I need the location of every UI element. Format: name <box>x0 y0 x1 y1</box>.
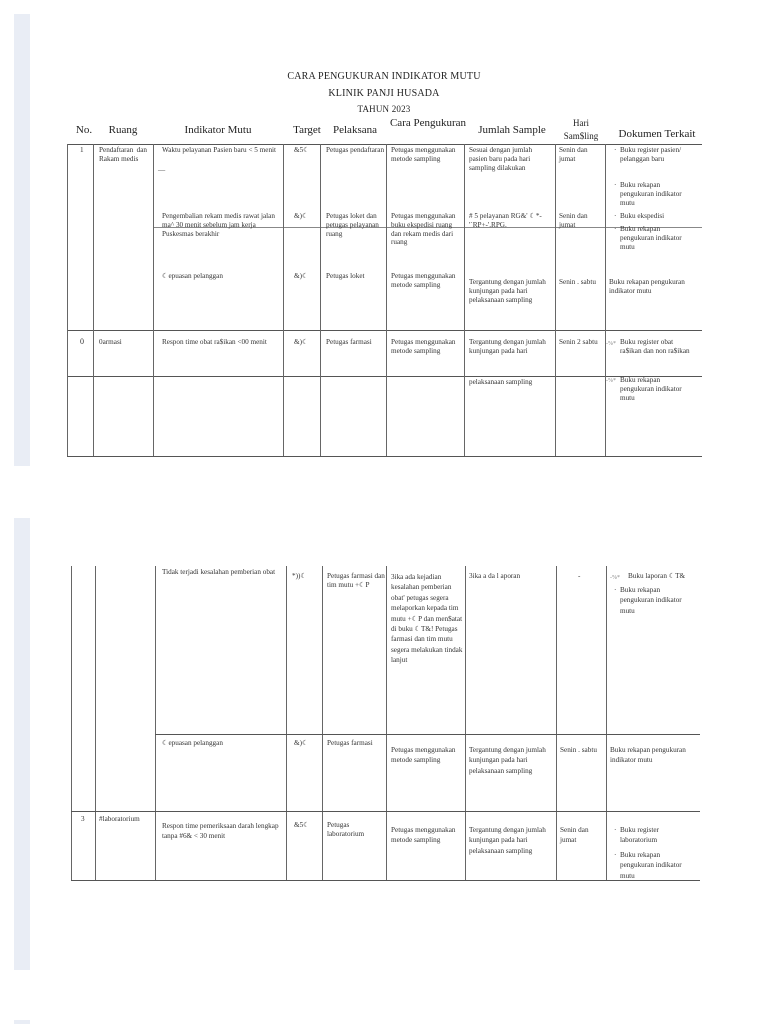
col-header-target: Target <box>293 124 321 136</box>
row1a-indikator: Waktu pelayanan Pasien baru < 5 menit <box>162 146 277 154</box>
p2r2-target: &)☾ <box>294 739 309 747</box>
p2r1-target: *))☾ <box>292 572 307 580</box>
row1b-indikator: Pengembalian rekam medis rawat jalan ma^ 30 menit sebelum jam kerja Puskesmas berakhir <box>162 212 275 238</box>
p2r1-cara: 3ika ada kejadian kesalahan pemberian obat' petugas segera melaporkan kepada tim mutu +☾P dan men$atat di buku ☾T&! Petugas farmasi dan tim mutu segera melakukan tindak lanjut <box>391 573 463 665</box>
row1a-dash: — <box>158 166 166 174</box>
row1a-pelaksana: Petugas pendaftaran <box>326 146 385 154</box>
p2r3-ruang: #laboratorium <box>99 815 140 823</box>
p2r3-cara: Petugas menggunakan metode sampling <box>391 826 456 845</box>
table2-bottom-line <box>71 880 700 881</box>
row1c-jumlah: Tergantung dengan jumlah kunjungan pada hari pelaksanaan sampling <box>469 278 546 304</box>
table2-col-line <box>71 566 72 880</box>
p2r1-dokumen-2: · Buku rekapan pengukuran indikator mutu <box>620 585 692 616</box>
row1a-dokumen-2: · Buku rekapan pengukuran indikator mutu <box>620 181 692 207</box>
p2r3-dokumen-1: · Buku register laboratorium <box>620 825 692 846</box>
row2-mark-2: -%* <box>606 378 616 384</box>
col-header-pelaksana: Pelaksana <box>333 124 377 136</box>
table2-row-line <box>71 811 700 812</box>
p2r2-indikator: ☾epuasan pelanggan <box>162 739 223 747</box>
table1-col-line <box>386 144 387 456</box>
col-header-no: No. <box>75 124 93 136</box>
row1c-dokumen: Buku rekapan pengukuran indikator mutu <box>609 278 685 295</box>
p2r3-no: 3 <box>81 815 85 823</box>
table1-col-line <box>283 144 284 456</box>
table1-col-line <box>464 144 465 456</box>
table1-col-line <box>93 144 94 456</box>
row2-ruang: 0armasi <box>99 338 122 346</box>
row1a-dokumen-1: · Buku register pasien/ pelanggan baru <box>620 146 692 164</box>
row1c-cara: Petugas menggunakan metode sampling <box>391 272 456 289</box>
col-header-dokumen: Dokumen Terkait <box>618 128 696 140</box>
table2-row-line <box>155 734 700 735</box>
row2-target: &)☾ <box>294 338 309 346</box>
row1b-hari: Senin dan jumat <box>559 212 588 229</box>
table1-col-line <box>555 144 556 456</box>
p2r2-cara: Petugas menggunakan metode sampling <box>391 746 456 765</box>
table1-col-line <box>320 144 321 456</box>
row1b-jumlah: # 5 pelayanan RG&' ☾*-'`RP+-'.RPG. <box>469 212 542 229</box>
row1c-indikator: ☾epuasan pelanggan <box>162 272 223 280</box>
row1c-pelaksana: Petugas loket <box>326 272 365 280</box>
row2-no: 0 <box>80 337 84 346</box>
p2r1-hari: - <box>578 572 581 580</box>
clinic-name: KLINIK PANJI HUSADA <box>328 88 440 99</box>
col-header-jumlah: Jumlah Sample <box>478 124 546 136</box>
table1-row-line <box>67 376 702 377</box>
row2-pelaksana: Petugas farmasi <box>326 338 372 346</box>
table1-col-line <box>153 144 154 456</box>
p2r1-dokumen-1: Buku laporan ☾T& <box>628 572 686 580</box>
p2r3-hari: Senin dan jumat <box>560 826 589 845</box>
table2-col-line <box>556 566 557 880</box>
row1c-hari: Senin . sabtu <box>559 278 596 286</box>
p2r1-jumlah: 3ika a da l aporan <box>469 572 521 580</box>
p2r3-pelaksana: Petugas laboratorium <box>327 821 365 838</box>
p2r1-pelaksana: Petugas farmasi dan tim mutu +☾P <box>327 572 385 589</box>
col-header-hari: Hari Sam$ling <box>563 118 599 141</box>
page3-side-strip <box>14 1020 30 1024</box>
table1-col-line <box>67 144 68 456</box>
row1a-target: &5☾ <box>294 146 310 154</box>
table1-col-line <box>605 144 606 456</box>
row1b-pelaksana: Petugas loket dan petugas pelayanan ruang <box>326 212 379 238</box>
table2-col-line <box>155 566 156 880</box>
table2-col-line <box>286 566 287 880</box>
p2r1-mark: -%* <box>610 575 620 581</box>
row1a-cara: Petugas menggunakan metode sampling <box>391 146 456 163</box>
row1b-dokumen-1: · Buku ekspedisi <box>620 212 692 221</box>
row1c-target: &)☾ <box>294 272 309 280</box>
p2r3-jumlah: Tergantung dengan jumlah kunjungan pada hari pelaksanaan sampling <box>469 826 546 855</box>
row1a-hari: Senin dan jumat <box>559 146 588 163</box>
row1-ruang: Pendaftaran dan Rakam medis <box>99 146 147 163</box>
table2-col-line <box>95 566 96 880</box>
row1b-target: &)☾ <box>294 212 309 220</box>
row2-mark-1: -%* <box>606 341 616 347</box>
table1-top-line <box>67 144 702 145</box>
col-header-ruang: Ruang <box>108 124 138 136</box>
col-header-cara: Cara Pengukuran <box>389 117 467 129</box>
row1a-jumlah: Sesuai dengan jumlah pasien baru pada hari sampling dilakukan <box>469 146 533 172</box>
row2-jumlah: Tergantung dengan jumlah kunjungan pada hari <box>469 338 546 355</box>
p2r2-dokumen: Buku rekapan pengukuran indikator mutu <box>610 746 686 765</box>
doc-year: TAHUN 2023 <box>357 104 411 114</box>
p2r2-hari: Senin . sabtu <box>560 746 597 754</box>
p2r2-pelaksana: Petugas farmasi <box>327 739 373 747</box>
p2r2-jumlah: Tergantung dengan jumlah kunjungan pada hari pelaksanaan sampling <box>469 746 546 775</box>
table1-bottom-line <box>67 456 702 457</box>
p2r3-indikator: Respon time pemeriksaan darah lengkap tanpa #6& < 30 menit <box>162 822 279 841</box>
col-header-indikator: Indikator Mutu <box>184 124 252 136</box>
table2-col-line <box>606 566 607 880</box>
row1b-dokumen-2: · Buku rekapan pengukuran indikator mutu <box>620 225 692 251</box>
row2-dokumen-1: Buku register obat ra$ikan dan non ra$ikan <box>620 338 690 355</box>
row1-no: 1 <box>80 146 84 154</box>
row2-cara: Petugas menggunakan metode sampling <box>391 338 456 355</box>
table2-col-line <box>465 566 466 880</box>
doc-title: CARA PENGUKURAN INDIKATOR MUTU <box>287 71 481 82</box>
row2-dokumen-2: Buku rekapan pengukuran indikator mutu <box>620 376 682 402</box>
row1b-cara: Petugas menggunakan buku ekspedisi ruang dan rekam medis dari ruang <box>391 212 456 247</box>
row2-hari: Senin 2 sabtu <box>559 338 598 346</box>
table1-row-line <box>67 330 702 331</box>
page2-side-strip <box>14 518 30 970</box>
table2-col-line <box>386 566 387 880</box>
table2-col-line <box>322 566 323 880</box>
p2r3-dokumen-2: · Buku rekapan pengukuran indikator mutu <box>620 850 692 881</box>
row2-indikator: Respon time obat ra$ikan <00 menit <box>162 338 267 346</box>
row2-jumlah-cont: pelaksanaan sampling <box>469 378 533 386</box>
p2r1-indikator: Tidak terjadi kesalahan pemberian obat <box>162 568 276 576</box>
p2r3-target: &5☾ <box>294 821 310 829</box>
